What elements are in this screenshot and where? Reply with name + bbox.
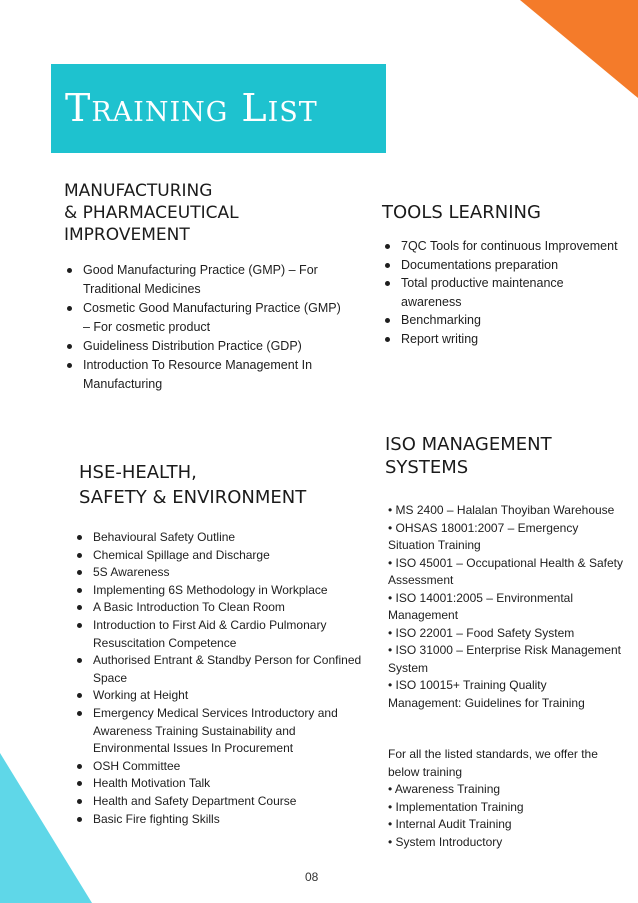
iso-standard-item: • ISO 22001 – Food Safety System bbox=[388, 625, 575, 640]
iso-standards-list bbox=[388, 502, 623, 712]
title-banner bbox=[51, 64, 386, 153]
list-item: Health and Safety Department Course bbox=[74, 793, 364, 811]
list-item: Cosmetic Good Manufacturing Practice (GMP) – For cosmetic product bbox=[64, 299, 344, 337]
list-item: Basic Fire fighting Skills bbox=[74, 811, 364, 829]
list-item: Introduction To Resource Management In Manufacturing bbox=[64, 356, 344, 394]
iso-standard-item: • ISO 31000 – Enterprise Risk Management System bbox=[388, 643, 621, 675]
iso-offer-item: • Implementation Training bbox=[388, 799, 524, 814]
manufacturing-heading: MANUFACTURING & PHARMACEUTICAL IMPROVEMENT bbox=[64, 181, 239, 245]
list-item: Health Motivation Talk bbox=[74, 775, 364, 793]
list-item: Implementing 6S Methodology in Workplace bbox=[74, 582, 364, 600]
manufacturing-list bbox=[64, 261, 344, 394]
iso-standard-item: • OHSAS 18001:2007 – Emergency Situation Training bbox=[388, 520, 579, 552]
iso-offer-item: • System Introductory bbox=[388, 834, 503, 849]
hse-heading: HSE-HEALTH, SAFETY & ENVIRONMENT bbox=[79, 462, 307, 508]
iso-standard-item: • ISO 14001:2005 – Environmental Management bbox=[388, 590, 573, 622]
iso-offer-text: For all the listed standards, we offer the below training bbox=[388, 747, 598, 779]
list-item: Chemical Spillage and Discharge bbox=[74, 547, 364, 565]
iso-offer-item: • Awareness Training bbox=[388, 782, 501, 796]
list-item: Report writing bbox=[382, 330, 622, 349]
iso-heading: ISO MANAGEMENT SYSTEMS bbox=[385, 434, 552, 478]
list-item: 7QC Tools for continuous Improvement bbox=[382, 237, 622, 256]
page-number: 08 bbox=[305, 870, 319, 884]
iso-offer-item: • Internal Audit Training bbox=[388, 817, 512, 831]
list-item: Guideliness Distribution Practice (GDP) bbox=[64, 337, 344, 356]
hse-list bbox=[74, 529, 364, 828]
list-item: Authorised Entrant & Standby Person for Confined Space bbox=[74, 652, 364, 687]
list-item: Documentations preparation bbox=[382, 256, 622, 275]
list-item: Introduction to First Aid & Cardio Pulmonary Resuscitation Competence bbox=[74, 617, 364, 652]
iso-standard-item: • ISO 10015+ Training Quality Management: Guidelines for Training bbox=[388, 678, 585, 710]
list-item: A Basic Introduction To Clean Room bbox=[74, 599, 364, 617]
tools-heading: TOOLS LEARNING bbox=[382, 202, 541, 223]
iso-standard-item: • ISO 45001 – Occupational Health & Safety Assessment bbox=[388, 555, 624, 587]
iso-standard-item: • MS 2400 – Halalan Thoyiban Warehouse bbox=[388, 503, 615, 517]
list-item: 5S Awareness bbox=[74, 564, 364, 582]
tools-list bbox=[382, 237, 622, 348]
iso-offer-section bbox=[388, 746, 623, 851]
corner-decoration-top-right bbox=[520, 0, 638, 98]
list-item: Behavioural Safety Outline bbox=[74, 529, 364, 547]
list-item: Benchmarking bbox=[382, 311, 622, 330]
list-item: Total productive maintenance awareness bbox=[382, 274, 622, 311]
list-item: Working at Height bbox=[74, 687, 364, 705]
list-item: Emergency Medical Services Introductory and Awareness Training Sustainability and Environmental Issues In Procurement bbox=[74, 705, 364, 758]
list-item: Good Manufacturing Practice (GMP) – For Traditional Medicines bbox=[64, 261, 344, 299]
list-item: OSH Committee bbox=[74, 758, 364, 776]
page-title: Training List bbox=[65, 86, 318, 130]
